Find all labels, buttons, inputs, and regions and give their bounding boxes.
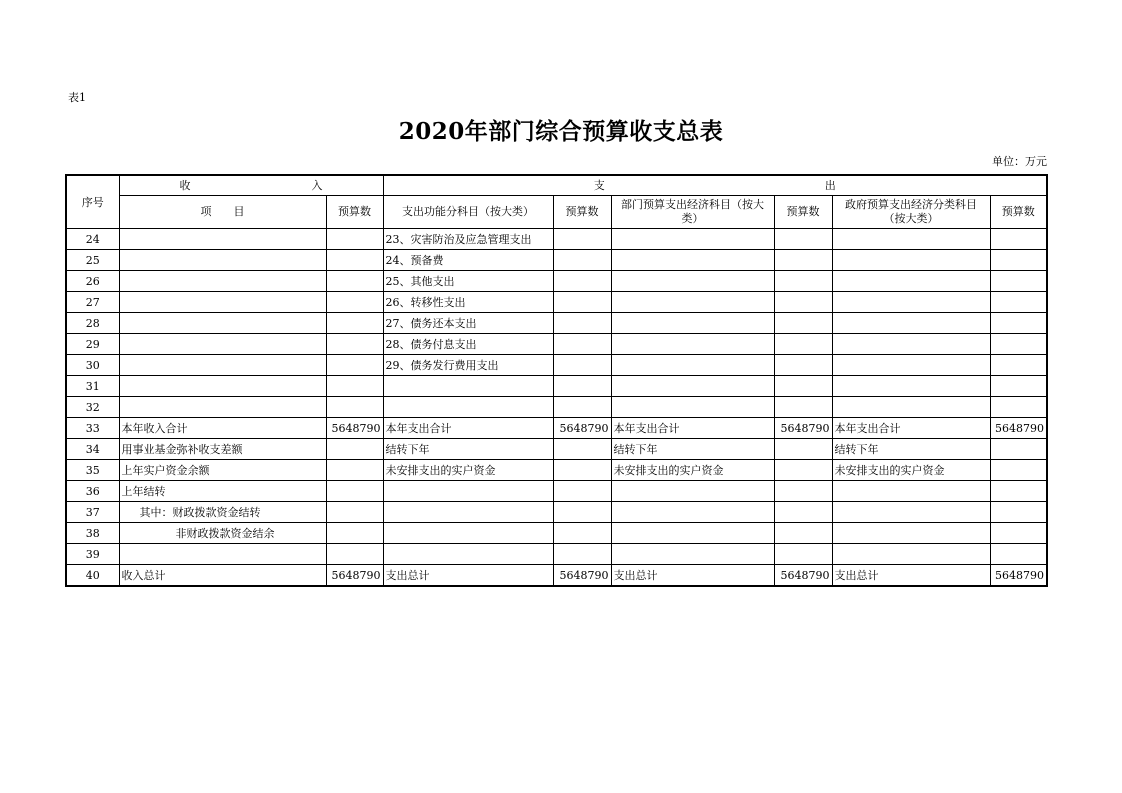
table-row (66, 313, 1047, 334)
cell-seq: 25 (66, 250, 119, 271)
cell-income-item: 收入总计 (119, 565, 326, 587)
table-row (66, 271, 1047, 292)
cell-gov-amount (990, 397, 1047, 418)
cell-gov-item (832, 292, 990, 313)
cell-dept-amount (774, 355, 832, 376)
cell-income-item: 非财政拨款资金结余 (119, 523, 326, 544)
cell-gov-item (832, 523, 990, 544)
cell-functional-item: 本年支出合计 (383, 418, 553, 439)
cell-dept-item: 支出总计 (611, 565, 774, 587)
table-row (66, 376, 1047, 397)
cell-income-item (119, 313, 326, 334)
cell-gov-item (832, 250, 990, 271)
header-seq: 序号 (66, 175, 119, 229)
table-row (66, 418, 1047, 439)
cell-income-amount (326, 481, 383, 502)
cell-seq: 37 (66, 502, 119, 523)
cell-seq: 28 (66, 313, 119, 334)
cell-dept-item: 结转下年 (611, 439, 774, 460)
cell-dept-item (611, 544, 774, 565)
cell-income-amount (326, 544, 383, 565)
cell-dept-amount (774, 460, 832, 481)
cell-gov-amount (990, 334, 1047, 355)
cell-dept-amount (774, 334, 832, 355)
cell-dept-amount (774, 523, 832, 544)
table-row (66, 523, 1047, 544)
table-row (66, 229, 1047, 250)
cell-income-item (119, 544, 326, 565)
cell-income-item: 其中：财政拨款资金结转 (119, 502, 326, 523)
cell-income-item: 用事业基金弥补收支差额 (119, 439, 326, 460)
cell-dept-item (611, 292, 774, 313)
cell-gov-amount (990, 523, 1047, 544)
cell-functional-amount: 5648790 (553, 418, 611, 439)
cell-functional-amount (553, 334, 611, 355)
cell-functional-amount (553, 397, 611, 418)
cell-gov-amount (990, 544, 1047, 565)
cell-seq: 39 (66, 544, 119, 565)
cell-income-item (119, 292, 326, 313)
cell-dept-amount (774, 292, 832, 313)
cell-gov-item (832, 313, 990, 334)
cell-functional-item: 29、债务发行费用支出 (383, 355, 553, 376)
cell-functional-item (383, 481, 553, 502)
cell-functional-item: 26、转移性支出 (383, 292, 553, 313)
cell-seq: 26 (66, 271, 119, 292)
cell-functional-item: 结转下年 (383, 439, 553, 460)
cell-functional-item: 25、其他支出 (383, 271, 553, 292)
cell-gov-amount (990, 502, 1047, 523)
table-row (66, 250, 1047, 271)
header-dept-economic-category: 部门预算支出经济科目（按大类） (611, 196, 774, 229)
cell-dept-amount (774, 313, 832, 334)
cell-gov-amount (990, 355, 1047, 376)
cell-seq: 38 (66, 523, 119, 544)
cell-dept-amount (774, 439, 832, 460)
cell-income-item (119, 397, 326, 418)
cell-income-amount (326, 502, 383, 523)
cell-functional-item (383, 397, 553, 418)
cell-gov-amount (990, 481, 1047, 502)
cell-seq: 32 (66, 397, 119, 418)
cell-dept-item (611, 481, 774, 502)
cell-income-item: 上年结转 (119, 481, 326, 502)
page-title: 2020年部门综合预算收支总表 (398, 118, 724, 145)
table-row (66, 460, 1047, 481)
table-row (66, 565, 1047, 587)
cell-gov-amount: 5648790 (990, 565, 1047, 587)
header-row-columns (66, 196, 1047, 229)
cell-income-amount (326, 355, 383, 376)
cell-gov-item: 本年支出合计 (832, 418, 990, 439)
cell-income-item (119, 355, 326, 376)
cell-functional-amount (553, 292, 611, 313)
table-row (66, 292, 1047, 313)
table-row (66, 502, 1047, 523)
cell-gov-amount (990, 250, 1047, 271)
cell-functional-amount (553, 229, 611, 250)
cell-gov-amount (990, 460, 1047, 481)
cell-income-item (119, 229, 326, 250)
cell-dept-item (611, 355, 774, 376)
cell-income-item: 上年实户资金余额 (119, 460, 326, 481)
cell-functional-item: 27、债务还本支出 (383, 313, 553, 334)
cell-functional-item: 28、债务付息支出 (383, 334, 553, 355)
cell-seq: 33 (66, 418, 119, 439)
header-item: 项 目 (119, 196, 326, 229)
table-row (66, 355, 1047, 376)
cell-income-amount: 5648790 (326, 565, 383, 587)
cell-gov-item: 支出总计 (832, 565, 990, 587)
cell-functional-amount (553, 376, 611, 397)
cell-dept-amount (774, 502, 832, 523)
cell-functional-amount (553, 250, 611, 271)
cell-functional-item: 23、灾害防治及应急管理支出 (383, 229, 553, 250)
cell-income-amount (326, 376, 383, 397)
cell-income-amount (326, 292, 383, 313)
cell-gov-amount (990, 313, 1047, 334)
cell-income-amount (326, 250, 383, 271)
cell-gov-item (832, 376, 990, 397)
cell-dept-item (611, 334, 774, 355)
cell-functional-amount (553, 481, 611, 502)
cell-gov-amount (990, 229, 1047, 250)
cell-seq: 24 (66, 229, 119, 250)
cell-dept-amount (774, 544, 832, 565)
cell-income-amount (326, 439, 383, 460)
cell-gov-item (832, 229, 990, 250)
cell-income-item: 本年收入合计 (119, 418, 326, 439)
cell-dept-item (611, 523, 774, 544)
cell-dept-item (611, 397, 774, 418)
cell-income-amount (326, 460, 383, 481)
cell-dept-item (611, 250, 774, 271)
cell-dept-item: 本年支出合计 (611, 418, 774, 439)
cell-gov-item (832, 544, 990, 565)
table-row (66, 397, 1047, 418)
table-row (66, 334, 1047, 355)
budget-table (65, 174, 1048, 587)
cell-functional-item: 支出总计 (383, 565, 553, 587)
cell-gov-item (832, 502, 990, 523)
table-body (66, 229, 1047, 587)
cell-seq: 35 (66, 460, 119, 481)
cell-income-amount (326, 397, 383, 418)
cell-dept-amount (774, 250, 832, 271)
cell-functional-amount (553, 439, 611, 460)
cell-gov-item (832, 397, 990, 418)
cell-income-amount (326, 229, 383, 250)
cell-seq: 34 (66, 439, 119, 460)
cell-gov-amount (990, 292, 1047, 313)
cell-dept-amount (774, 271, 832, 292)
cell-functional-amount (553, 460, 611, 481)
cell-income-item (119, 271, 326, 292)
cell-income-amount (326, 523, 383, 544)
header-row-group (66, 175, 1047, 196)
cell-dept-item (611, 271, 774, 292)
cell-seq: 36 (66, 481, 119, 502)
cell-dept-item (611, 229, 774, 250)
cell-functional-item (383, 523, 553, 544)
cell-functional-amount (553, 544, 611, 565)
cell-dept-amount (774, 229, 832, 250)
cell-functional-amount (553, 502, 611, 523)
cell-dept-item (611, 502, 774, 523)
cell-functional-item (383, 544, 553, 565)
cell-functional-amount: 5648790 (553, 565, 611, 587)
header-amount-gov: 预算数 (990, 196, 1047, 229)
cell-functional-amount (553, 271, 611, 292)
cell-income-amount (326, 334, 383, 355)
cell-dept-item (611, 313, 774, 334)
cell-income-amount (326, 271, 383, 292)
cell-gov-item (832, 355, 990, 376)
cell-gov-item (832, 334, 990, 355)
cell-functional-amount (553, 313, 611, 334)
table-row (66, 439, 1047, 460)
cell-gov-item: 未安排支出的实户资金 (832, 460, 990, 481)
cell-gov-amount: 5648790 (990, 418, 1047, 439)
unit-label: 单位：万元 (992, 155, 1047, 168)
cell-gov-item (832, 481, 990, 502)
header-amount-income: 预算数 (326, 196, 383, 229)
cell-gov-amount (990, 376, 1047, 397)
table-row (66, 481, 1047, 502)
cell-seq: 27 (66, 292, 119, 313)
cell-seq: 40 (66, 565, 119, 587)
header-functional-category: 支出功能分科目（按大类） (383, 196, 553, 229)
cell-dept-amount (774, 376, 832, 397)
cell-functional-item: 24、预备费 (383, 250, 553, 271)
cell-seq: 30 (66, 355, 119, 376)
cell-functional-item (383, 376, 553, 397)
header-amount-dept: 预算数 (774, 196, 832, 229)
cell-functional-amount (553, 523, 611, 544)
cell-gov-amount (990, 271, 1047, 292)
header-expense: 支 出 (383, 175, 1047, 196)
table-row (66, 544, 1047, 565)
cell-income-amount (326, 313, 383, 334)
cell-gov-item: 结转下年 (832, 439, 990, 460)
header-income: 收 入 (119, 175, 383, 196)
cell-dept-item (611, 376, 774, 397)
cell-seq: 31 (66, 376, 119, 397)
cell-dept-amount (774, 481, 832, 502)
table-number: 表1 (68, 91, 86, 104)
cell-dept-item: 未安排支出的实户资金 (611, 460, 774, 481)
cell-dept-amount: 5648790 (774, 418, 832, 439)
header-amount-functional: 预算数 (553, 196, 611, 229)
cell-income-item (119, 376, 326, 397)
cell-dept-amount (774, 397, 832, 418)
cell-seq: 29 (66, 334, 119, 355)
cell-gov-amount (990, 439, 1047, 460)
header-gov-economic-category: 政府预算支出经济分类科目（按大类） (832, 196, 990, 229)
cell-dept-amount: 5648790 (774, 565, 832, 587)
cell-functional-item: 未安排支出的实户资金 (383, 460, 553, 481)
cell-income-item (119, 250, 326, 271)
cell-functional-amount (553, 355, 611, 376)
cell-gov-item (832, 271, 990, 292)
cell-income-item (119, 334, 326, 355)
cell-functional-item (383, 502, 553, 523)
cell-income-amount: 5648790 (326, 418, 383, 439)
